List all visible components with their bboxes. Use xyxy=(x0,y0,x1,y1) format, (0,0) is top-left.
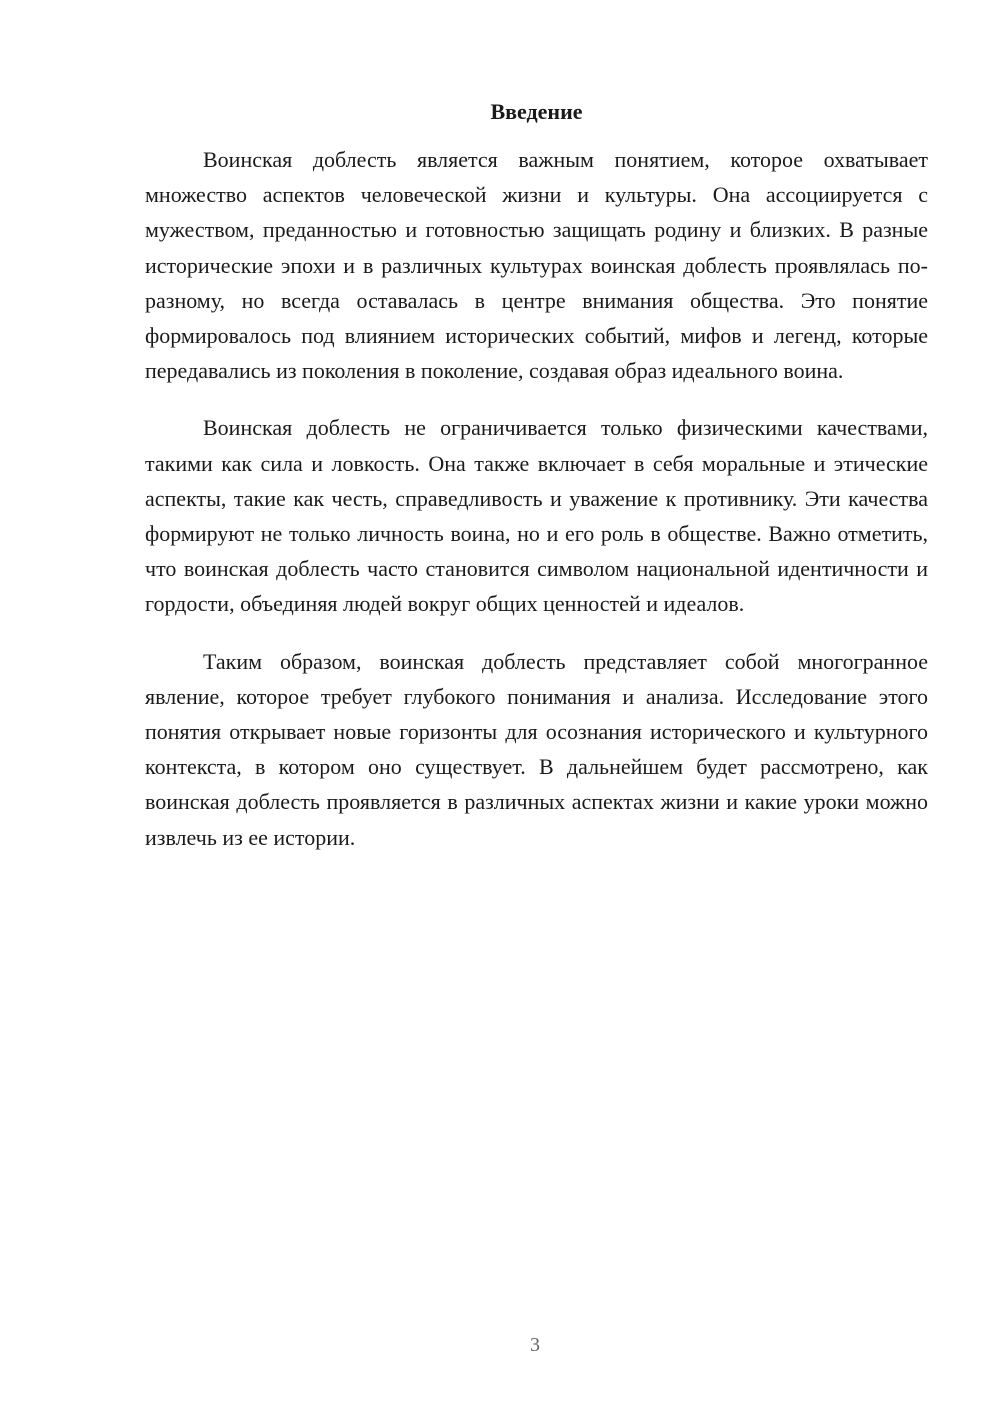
paragraph-2: Воинская доблесть не ограничивается только физическими качествами, такими как сила и ловкость. Она также включает в себя моральные и этические аспекты, такие как честь, справедливость и уважение к противнику. Эти качества формируют не только личность воина, но и его роль в обществе. Важно отметить, что воинская доблесть часто становится символом национальной идентичности и гордости, объединяя людей вокруг общих ценностей и идеалов. xyxy=(145,415,928,617)
paragraph-3: Таким образом, воинская доблесть представляет собой многогранное явление, которое требует глубокого понимания и анализа. Исследование этого понятия открывает новые горизонты для осознания исторического и культурного контекста, в котором оно существует. В дальнейшем будет рассмотрено, как воинская доблесть проявляется в различных аспектах жизни и какие уроки можно извлечь из ее истории. xyxy=(145,648,928,850)
page-number: 3 xyxy=(530,1334,540,1356)
paragraph-1: Воинская доблесть является важным понятием, которое охватывает множество аспектов человеческой жизни и культуры. Она ассоциируется с мужеством, преданностью и готовностью защищать родину и близких. В разные исторические эпохи и в различных культурах воинская доблесть проявлялась по-разному, но всегда оставалась в центре внимания общества. Это понятие формировалось под влиянием исторических событий, мифов и легенд, которые передавались из поколения в поколение, создавая образ идеального воина. xyxy=(145,147,928,384)
section-heading: Введение xyxy=(490,99,583,124)
body-text xyxy=(145,142,928,877)
